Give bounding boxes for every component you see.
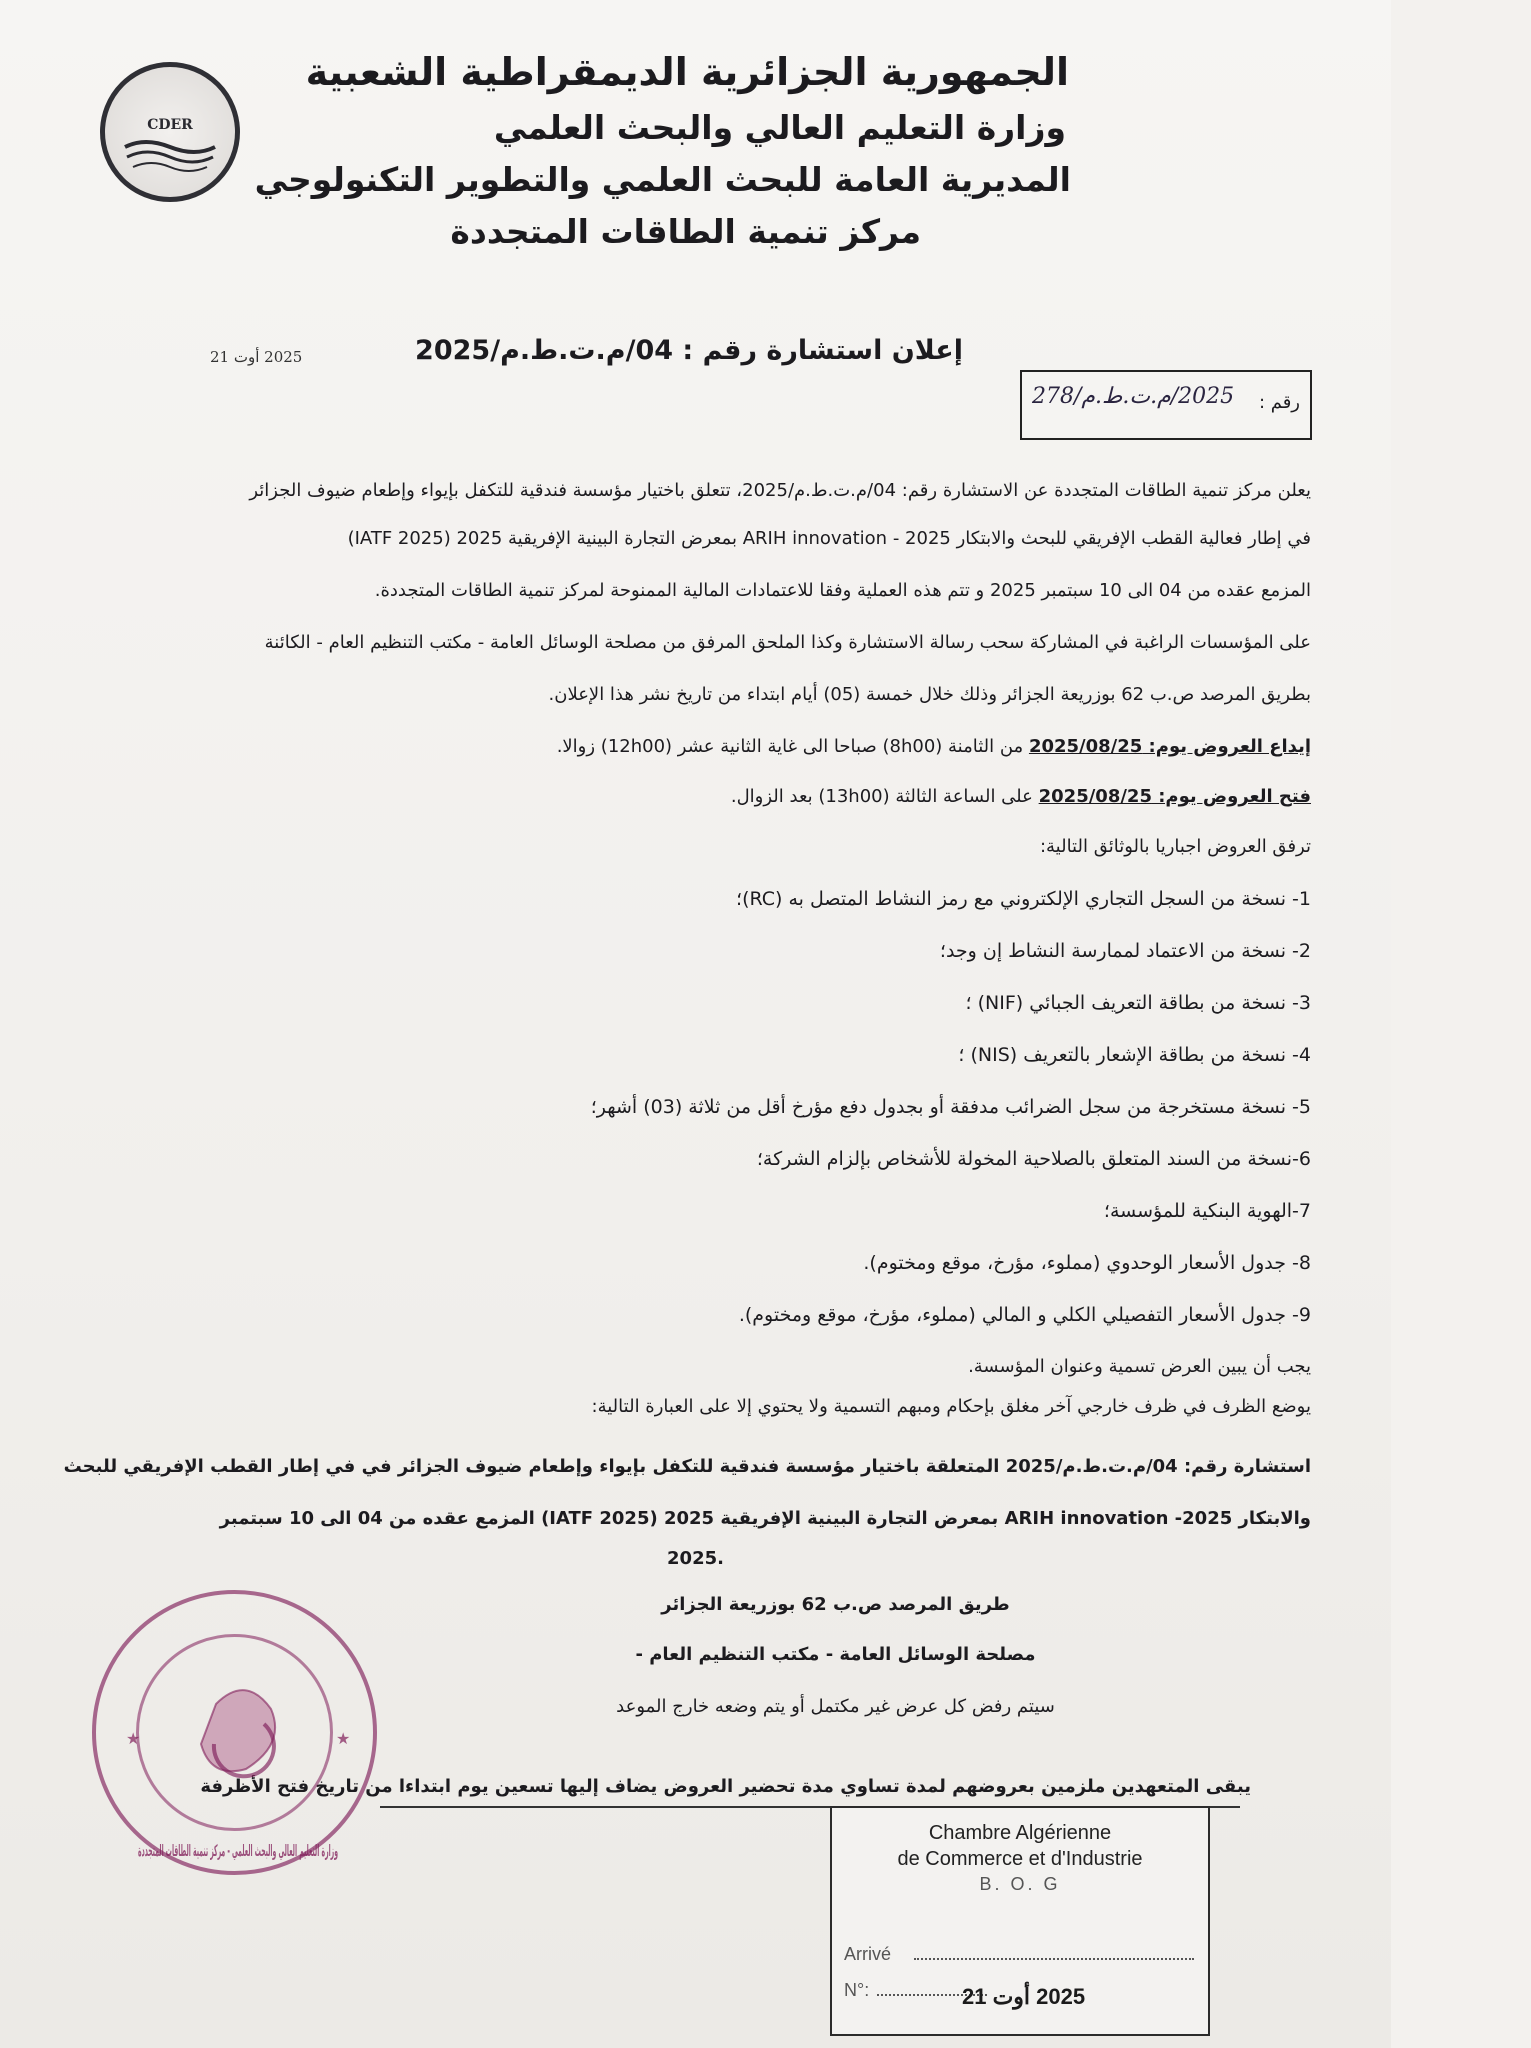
arrive-dotted-line [914, 1958, 1194, 1960]
rejection-note: سيتم رفض كل عرض غير مكتمل أو يتم وضعه خارج الموعد [616, 1696, 1055, 1717]
reference-number: 2025/م.ت.ط.م/278 [1032, 384, 1235, 409]
chamber-line-2: de Commerce et d'Industrie [897, 1848, 1143, 1870]
service-line: مصلحة الوسائل العامة - مكتب التنظيم العام - [635, 1644, 1036, 1665]
reference-label: رقم : [1258, 392, 1300, 413]
body-line-3: المزمع عقده من 04 الى 10 سبتمبر 2025 و تتم هذه العملية وفقا للاعتمادات المالية الممنوحة لمركز تنمية الطاقات المتجددة. [374, 580, 1311, 601]
announcement-title: إعلان استشارة رقم : 04/م.ت.ط.م/2025 [415, 335, 963, 366]
validity-note: يبقى المتعهدين ملزمين بعروضهم لمدة تساوي مدة تحضير العروض يضاف إليها تسعين يوم ابتداءا من تاريخ فتح الأظرفة [200, 1776, 1251, 1797]
deposit-line [557, 736, 1311, 757]
note-envelope: يوضع الظرف في ظرف خارجي آخر مغلق بإحكام ومبهم التسمية ولا يحتوي إلا على العبارة التالية: [591, 1396, 1311, 1417]
document-item: 1- نسخة من السجل التجاري الإلكتروني مع رمز النشاط المتصل به (RC)؛ [736, 888, 1311, 910]
logo-text: CDER [147, 117, 193, 133]
stamp-text: وزارة التعليم العالي والبحث العلمي - مركز تنمية الطاقات المتجددة [138, 1841, 662, 1860]
envelope-line-2: والابتكار 2025- ARIH innovation بمعرض التجارة البينية الإفريقية 2025 (IATF 2025) المزمع عقده من 04 الى 10 سبتمبر [219, 1508, 1311, 1529]
document-item: 5- نسخة مستخرجة من سجل الضرائب مدفقة أو بجدول دفع مؤرخ أقل من ثلاثة (03) أشهر؛ [590, 1096, 1311, 1118]
opening-date-label: فتح العروض يوم: 2025/08/25 [1038, 786, 1311, 807]
body-line-5: بطريق المرصد ص.ب 62 بوزريعة الجزائر وذلك خلال خمسة (05) أيام ابتداء من تاريخ نشر هذا الإعلان. [548, 684, 1311, 705]
directorate-header: المديرية العامة للبحث العلمي والتطوير التكنولوجي [254, 160, 1071, 199]
cder-logo [100, 62, 240, 202]
note-name-address: يجب أن يبين العرض تسمية وعنوان المؤسسة. [968, 1356, 1311, 1377]
address-line: طريق المرصد ص.ب 62 بوزريعة الجزائر [661, 1594, 1010, 1615]
document-item: 8- جدول الأسعار الوحدوي (مملوء، مؤرخ، موقع ومختوم). [863, 1252, 1311, 1274]
arrive-label: Arrivé [844, 1944, 892, 1964]
deposit-time: من الثامنة (8h00) صباحا الى غاية الثانية عشر (12h00) زوالا. [556, 736, 1024, 757]
chamber-line-3: B. O. G [979, 1874, 1061, 1894]
republic-header: الجمهورية الجزائرية الديمقراطية الشعبية [305, 50, 1069, 94]
document-item: 3- نسخة من بطاقة التعريف الجبائي (NIF) ؛ [965, 992, 1311, 1014]
center-header: مركز تنمية الطاقات المتجددة [450, 212, 921, 251]
receipt-date: 2025 أوت 21 [962, 1984, 1086, 2009]
svg-text:★: ★ [336, 1729, 351, 1748]
body-line-2: في إطار فعالية القطب الإفريقي للبحث والابتكار 2025 - ARIH innovation بمعرض التجارة البينية الإفريقية 2025 (IATF 2025) [347, 528, 1311, 549]
chamber-line-1: Chambre Algérienne [928, 1822, 1112, 1844]
deposit-date-label: إيداع العروض يوم: 2025/08/25 [1028, 736, 1311, 757]
body-line-1: يعلن مركز تنمية الطاقات المتجددة عن الاستشارة رقم: 04/م.ت.ط.م/2025، تتعلق باختيار مؤسسة فندقية للتكفل بإيواء وإطعام ضيوف الجزائر [249, 480, 1311, 501]
svg-text:★: ★ [126, 1729, 141, 1748]
official-stamp [92, 1590, 662, 1875]
document-item: 9- جدول الأسعار التفصيلي الكلي و المالي (مملوء، مؤرخ، موقع ومختوم). [738, 1304, 1311, 1326]
chamber-receipt-stamp [830, 1806, 1210, 2036]
number-label: N°: [844, 1980, 870, 2000]
document-item: 2- نسخة من الاعتماد لممارسة النشاط إن وجد؛ [939, 940, 1311, 962]
ministry-header: وزارة التعليم العالي والبحث العلمي [493, 108, 1066, 147]
opening-line [731, 786, 1311, 807]
document-date: 2025 أوت 21 [210, 348, 303, 366]
document-item: 4- نسخة من بطاقة الإشعار بالتعريف (NIS) ؛ [958, 1044, 1311, 1066]
document-item: 7-الهوية البنكية للمؤسسة؛ [1103, 1200, 1311, 1222]
document-item: 6-نسخة من السند المتعلق بالصلاحية المخولة للأشخاص بإلزام الشركة؛ [756, 1148, 1311, 1170]
envelope-line-3: 2025. [667, 1548, 724, 1569]
opening-time: على الساعة الثالثة (13h00) بعد الزوال. [730, 786, 1033, 807]
envelope-line-1: استشارة رقم: 04/م.ت.ط.م/2025 المتعلقة باختيار مؤسسة فندقية للتكفل بإيواء وإطعام ضيوف الجزائر في في إطار القطب الإفريقي للبحث [63, 1456, 1311, 1477]
reference-box [1020, 370, 1312, 440]
body-line-4: على المؤسسات الراغبة في المشاركة سحب رسالة الاستشارة وكذا الملحق المرفق من مصلحة الوسائل العامة - مكتب التنظيم العام - الكائنة [264, 632, 1311, 653]
documents-intro: ترفق العروض اجباريا بالوثائق التالية: [1039, 836, 1311, 857]
